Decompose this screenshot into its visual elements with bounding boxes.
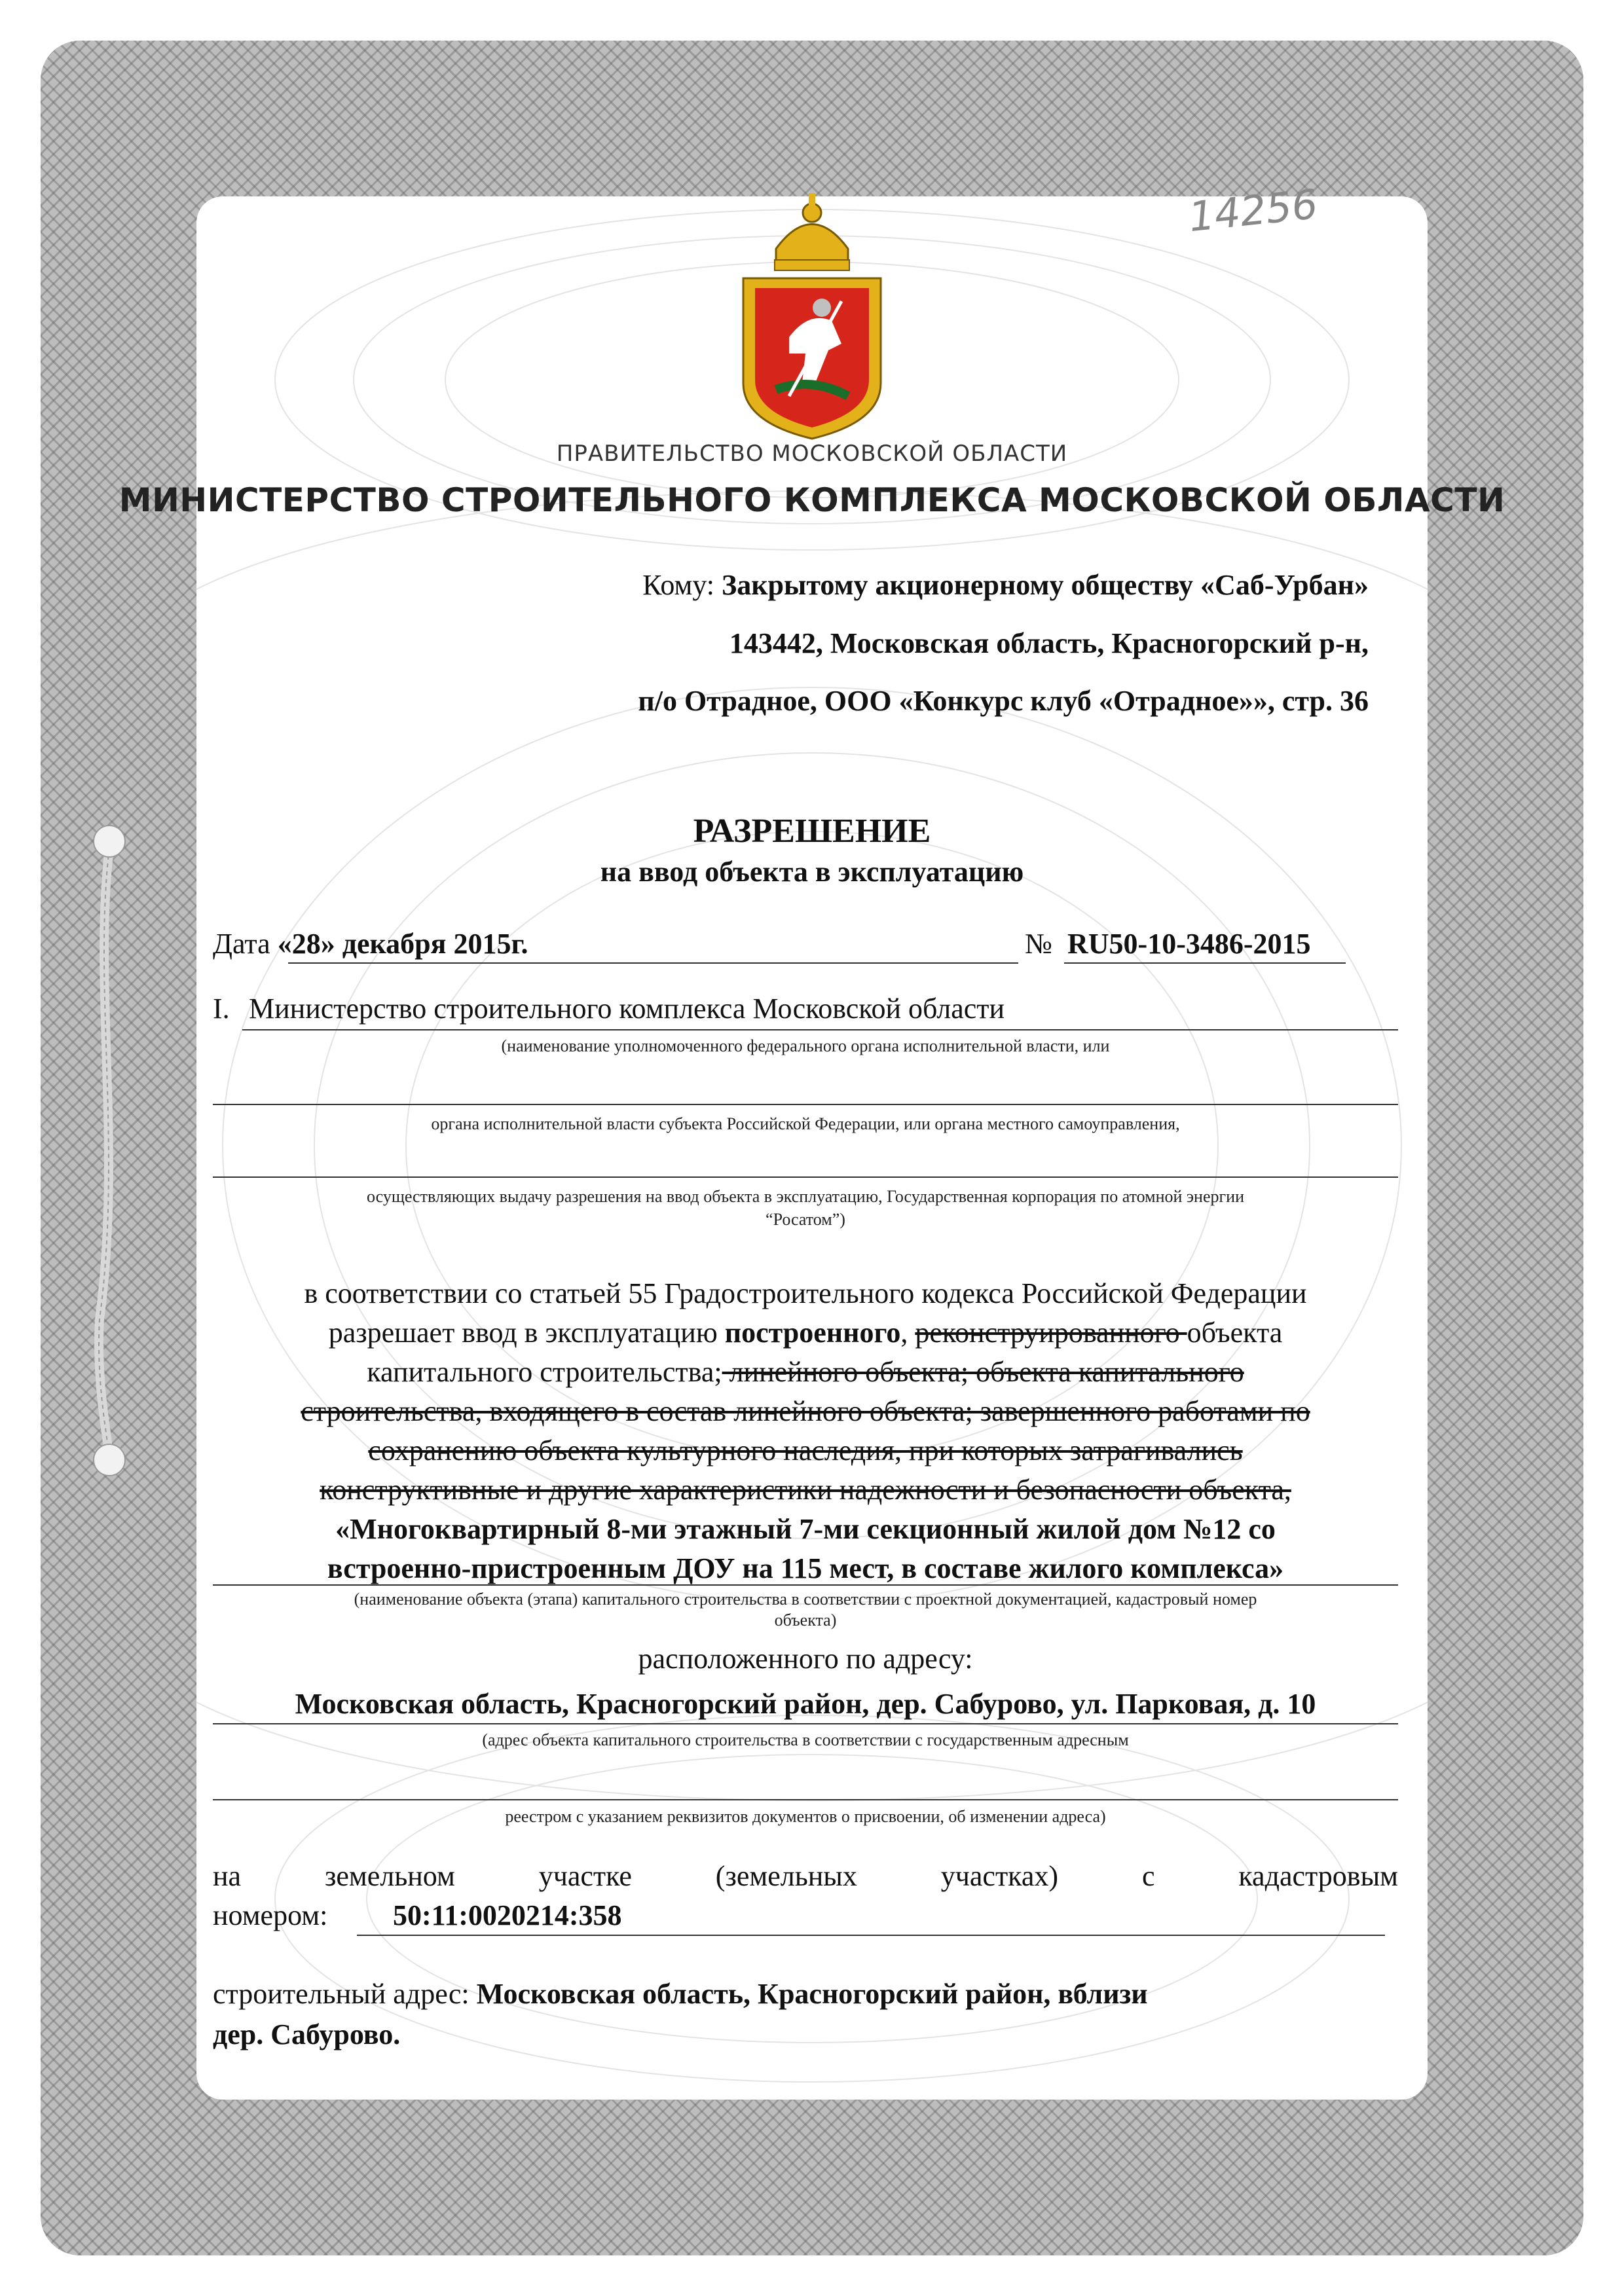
construction-address-line2: дер. Сабурово. <box>213 2018 401 2050</box>
date-value: «28» декабря 2015г. <box>277 928 528 960</box>
address-hint-1: (адрес объекта капитального строительства в соответствии с государственным адресным <box>482 1730 1129 1749</box>
number-label: № <box>1025 928 1052 960</box>
date-underline <box>288 962 1018 964</box>
cadastral-underline <box>357 1935 1385 1936</box>
struck-line-4: строительства, входящего в состав линейного объекта; завершенного работами по <box>301 1395 1310 1427</box>
land-word: на <box>213 1860 242 1892</box>
struck-line-5: сохранению объекта культурного наследия, при которых затрагивались <box>368 1434 1243 1467</box>
selected-option-built: построенного <box>724 1317 901 1349</box>
authority-underline <box>242 1029 1398 1030</box>
land-word: участках) <box>940 1860 1059 1892</box>
recipient-name: Закрытому акционерному обществу «Саб-Урбан» <box>721 569 1369 601</box>
object-hint-2: объекта) <box>774 1611 837 1630</box>
number-underline <box>1064 962 1346 964</box>
address-hint-2: реестром с указанием реквизитов документов о присвоении, об изменении адреса) <box>505 1807 1106 1826</box>
handwritten-registration-number: 14256 <box>1186 179 1320 242</box>
construction-address-label: строительный адрес: <box>213 1978 477 2010</box>
land-word: (земельных <box>715 1860 857 1892</box>
location-label: расположенного по адресу: <box>638 1643 973 1675</box>
land-word: с <box>1141 1860 1155 1892</box>
recipient-address-line2: п/о Отрадное, ООО «Конкурс клуб «Отрадное»», стр. 36 <box>638 685 1369 717</box>
document-subtitle: на ввод объекта в эксплуатацию <box>600 856 1024 888</box>
authority-hint-2: органа исполнительной власти субъекта Российской Федерации, или органа местного самоуправления, <box>431 1114 1180 1133</box>
government-heading: ПРАВИТЕЛЬСТВО МОСКОВСКОЙ ОБЛАСТИ <box>556 441 1068 467</box>
coat-of-arms-icon <box>730 187 894 442</box>
document-title: РАЗРЕШЕНИЕ <box>693 812 931 850</box>
land-word: кадастровым <box>1238 1860 1398 1892</box>
land-word: земельном <box>324 1860 455 1892</box>
object-underline <box>213 1584 1398 1586</box>
permit-number: RU50-10-3486-2015 <box>1067 928 1311 960</box>
binding-string <box>86 822 132 1483</box>
struck-option-linear: линейного объекта; объекта капитального <box>722 1356 1244 1388</box>
issuing-authority: Министерство строительного комплекса Московской области <box>249 993 1005 1025</box>
authority-line-3 <box>213 1176 1398 1178</box>
recipient-label: Кому: <box>642 569 722 601</box>
object-address: Московская область, Красногорский район, дер. Сабурово, ул. Парковая, д. 10 <box>295 1688 1316 1720</box>
date-row <box>213 927 528 960</box>
authority-hint-4: “Росатом”) <box>766 1210 845 1229</box>
object-name-line2: встроенно-пристроенным ДОУ на 115 мест, в составе жилого комплекса» <box>327 1552 1284 1584</box>
cadastral-number: 50:11:0020214:358 <box>393 1899 622 1931</box>
permit-text-line3 <box>213 1355 1398 1389</box>
cadastral-label: номером: <box>213 1899 328 1931</box>
permit-text-part: капитального строительства; <box>367 1356 722 1388</box>
struck-line-6: конструктивные и другие характеристики надежности и безопасности объекта, <box>320 1474 1291 1506</box>
object-hint-1: (наименование объекта (этапа) капитального строительства в соответствии с проектной документацией, кадастровый номер <box>354 1590 1257 1609</box>
address-underline <box>213 1723 1398 1724</box>
land-plot-line <box>213 1859 1398 1893</box>
permit-text-part: разрешает ввод в эксплуатацию <box>328 1317 725 1349</box>
ministry-heading: МИНИСТЕРСТВО СТРОИТЕЛЬНОГО КОМПЛЕКСА МОСКОВСКОЙ ОБЛАСТИ <box>119 481 1505 519</box>
object-name-line1: «Многоквартирный 8-ми этажный 7-ми секционный жилой дом №12 со <box>335 1513 1276 1545</box>
construction-address-value: Московская область, Красногорский район, вблизи <box>476 1978 1148 2010</box>
recipient-address-line1: 143442, Московская область, Красногорский р-н, <box>729 627 1369 659</box>
permit-text-part: , <box>900 1317 915 1349</box>
land-word: участке <box>538 1860 632 1892</box>
permit-text-part: объекта <box>1187 1317 1283 1349</box>
recipient-line <box>642 568 1369 602</box>
authority-hint-1: (наименование уполномоченного федерального органа исполнительной власти, или <box>501 1036 1110 1055</box>
date-label: Дата <box>213 928 278 960</box>
address-line-2 <box>213 1799 1398 1800</box>
permit-text-line2 <box>213 1316 1398 1349</box>
construction-address-line1 <box>213 1977 1148 2011</box>
permit-text-line1: в соответствии со статьей 55 Градостроительного кодекса Российской Федерации <box>304 1277 1307 1309</box>
section-number: I. <box>213 993 230 1025</box>
authority-line-2 <box>213 1104 1398 1105</box>
authority-hint-3: осуществляющих выдачу разрешения на ввод объекта в эксплуатацию, Государственная корпорация по атомной энергии <box>366 1187 1244 1206</box>
struck-option-reconstructed: реконструированного <box>915 1317 1187 1349</box>
